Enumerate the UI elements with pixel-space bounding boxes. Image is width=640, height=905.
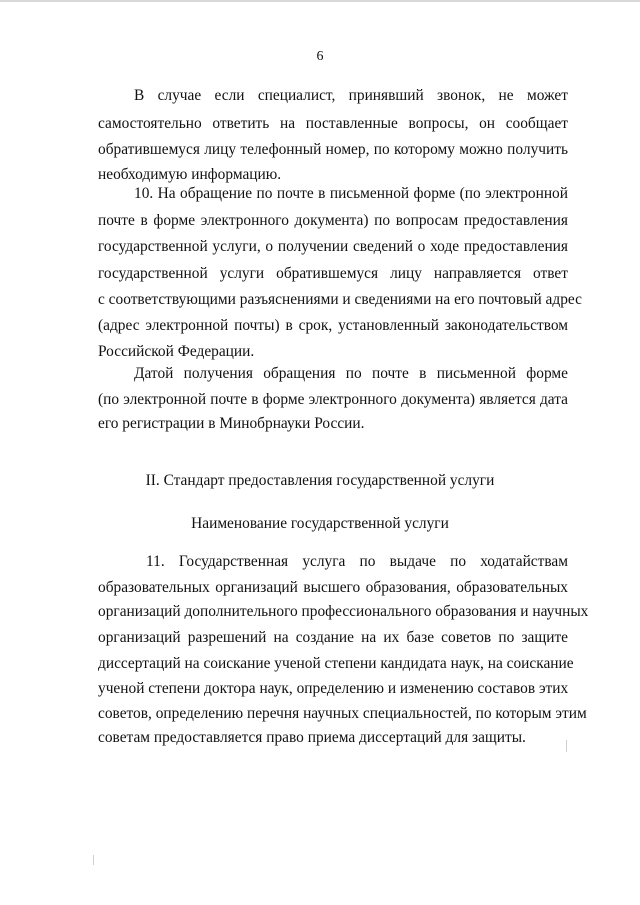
page-number: 6 — [316, 49, 324, 64]
paragraph-4-line-5: диссертаций на соискание ученой степени кандидата наук, на соискание — [98, 655, 574, 672]
paragraph-2-line-5: с соответствующими разъяснениями и сведениями на его почтовый адрес — [98, 291, 582, 308]
paragraph-1-line-1: В случае если специалист, принявший звонок, не может — [134, 87, 568, 104]
paragraph-4-line-3: организаций дополнительного профессионального образования и научных — [98, 603, 589, 620]
paragraph-4-line-4: организаций разрешений на создание на их базе советов по защите — [98, 629, 568, 646]
paragraph-2-line-4: государственной услуги обратившемуся лицу направляется ответ — [98, 265, 568, 282]
paragraph-3-line-2: (по электронной почте в форме электронного документа) является дата — [98, 391, 568, 408]
paragraph-4-line-1: 11. Государственная услуга по выдаче по ходатайствам — [146, 553, 568, 570]
paragraph-2-line-2: почте в форме электронного документа) по вопросам предоставления — [98, 212, 568, 229]
paragraph-1-line-3: обратившемуся лицу телефонный номер, по которому можно получить — [98, 141, 568, 158]
paragraph-1-line-2: самостоятельно ответить на поставленные вопросы, он сообщает — [98, 115, 568, 132]
paragraph-3-line-1: Датой получения обращения по почте в письменной форме — [134, 365, 568, 382]
paragraph-3-line-3: его регистрации в Минобрнауки России. — [98, 415, 365, 432]
scan-mark — [93, 855, 94, 865]
paragraph-4-line-6: ученой степени доктора наук, определению и изменению составов этих — [98, 680, 569, 697]
section-heading: II. Стандарт предоставления государственной услуги — [145, 472, 495, 489]
scan-top-edge — [0, 0, 640, 2]
scan-mark — [566, 740, 567, 752]
paragraph-2-line-1: 10. На обращение по почте в письменной форме (по электронной — [134, 185, 568, 202]
paragraph-4-line-7: советов, определению перечня научных специальностей, по которым этим — [98, 705, 587, 722]
subheading: Наименование государственной услуги — [191, 515, 449, 532]
paragraph-4-line-2: образовательных организаций высшего образования, образовательных — [98, 579, 568, 596]
paragraph-2-line-7: Российской Федерации. — [98, 343, 255, 360]
paragraph-2-line-6: (адрес электронной почты) в срок, установленный законодательством — [98, 317, 568, 334]
paragraph-1-line-4: необходимую информацию. — [98, 166, 282, 183]
paragraph-2-line-3: государственной услуги, о получении сведений о ходе предоставления — [98, 238, 568, 255]
paragraph-4-line-8: советам предоставляется право приема диссертаций для защиты. — [98, 729, 526, 746]
